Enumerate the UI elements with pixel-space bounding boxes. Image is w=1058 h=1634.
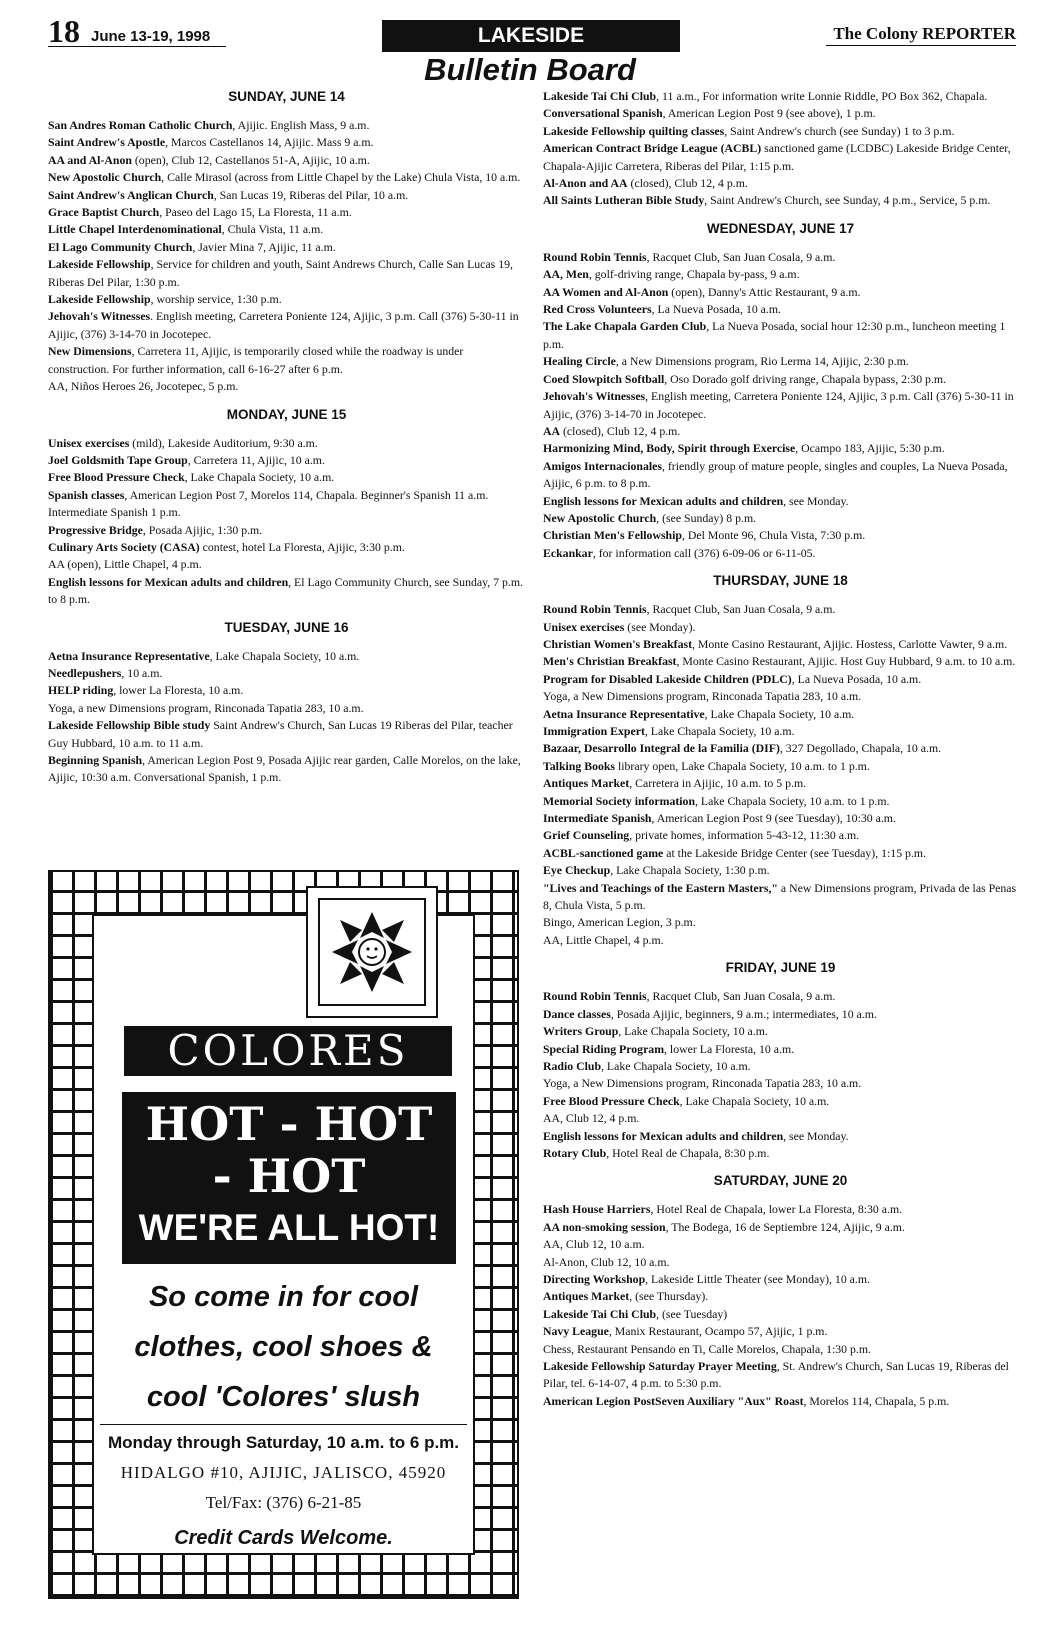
listing-name: Lakeside Tai Chi Club [543,1306,657,1321]
sun-mosaic-icon [328,908,416,996]
listing-entry [48,435,525,452]
day-list-tuesday [48,648,525,787]
day-list-wednesday [543,249,1018,562]
day-heading-tuesday: TUESDAY, JUNE 16 [224,619,349,635]
listing-column-right [543,88,1018,1410]
listing-entry [543,758,1018,775]
listing-details: , (see Tuesday) [656,1306,728,1321]
listing-entry [543,1254,1018,1271]
logo-frame [306,886,438,1018]
listing-details: , Lake Chapala Society, 10 a.m. [644,724,795,738]
day-heading-wednesday: WEDNESDAY, JUNE 17 [706,220,855,236]
listing-entry [543,1075,1018,1092]
listing-details: , Ocampo 183, Ajijic, 5:30 p.m. [795,441,945,456]
listing-name: Navy League [543,1324,609,1339]
publication-name: The Colony REPORTER [833,24,1016,43]
listing-details: , Carretera 11, Ajijic, is temporarily closed while the roadway is under construction. For further information, call 6-16-27 after 6 p.m. [48,344,464,376]
listing-entry [543,827,1018,844]
listing-entry [48,556,525,573]
listing-name: Lakeside Fellowship Saturday Prayer Meeting [543,1359,777,1373]
listing-name: AA Women and Al-Anon [543,284,669,299]
listing-details: Chess, Restaurant Pensando en Ti, Calle Morelos, Chapala, 1:30 p.m. [543,1341,871,1356]
listing-name: Grace Baptist Church [48,205,160,220]
listing-details: AA, Club 12, 4 p.m. [543,1111,640,1126]
listing-entry [48,487,525,522]
listing-name: English lessons for Mexican adults and children [48,574,289,589]
headline-line-3: WE'RE ALL HOT! [138,1207,440,1248]
listing-details: , Lake Chapala Society, 1:30 p.m. [610,863,770,878]
listing-details: , see Monday. [783,1128,849,1143]
listing-details: , 10 a.m. [121,665,163,680]
listing-details: , Lakeside Little Theater (see Monday), 10 a.m. [645,1271,870,1286]
listing-entry [543,740,1018,757]
listing-details: sanctioned game (LCDBC) Lakeside Bridge Center, Chapala-Ajijic Carretera, Riberas del Pilar, 1:15 p.m. [543,141,1011,173]
colores-advertisement [48,870,519,1599]
listing-entry [543,775,1018,792]
listing-details: , Racquet Club, San Juan Cosala, 9 a.m. [646,989,836,1004]
section-title: LAKESIDE [382,20,680,52]
listing-details: , friendly group of mature people, singles and couples, La Nueva Posada, Ajijic, 6 p.m. to 8 p.m. [543,458,1008,491]
day-list-thursday [543,601,1018,949]
listing-details: , Posada Ajijic, beginners, 9 a.m.; intermediates, 10 a.m. [610,1006,877,1021]
listing-details: , Lake Chapala Society, 10 a.m. [618,1024,768,1039]
day-list-friday [543,988,1018,1162]
listing-entry [543,458,1018,493]
listing-entry [543,510,1018,527]
listing-entry [543,1306,1018,1323]
day-list-tuesday-cont [543,88,1018,210]
listing-entry [48,291,525,308]
listing-details: , (see Sunday) 8 p.m. [656,510,757,525]
issue-date: June 13-19, 1998 [91,28,211,45]
slogan-line-1: So come in for cool [148,1281,419,1313]
listing-details: (open), Club 12, Castellanos 51-A, Ajijic, 10 a.m. [131,152,370,167]
listing-details: , see Monday. [783,493,849,508]
listing-name: English lessons for Mexican adults and children [543,1128,784,1143]
listing-name: Jehovah's Witnesses [48,309,151,324]
listing-details: , Carretera in Ajijic, 10 a.m. to 5 p.m. [629,776,807,791]
bulletin-board-title: Bulletin Board [424,52,636,87]
listing-name: Free Blood Pressure Check [543,1093,680,1108]
listing-name: Joel Goldsmith Tape Group [48,452,188,467]
listing-entry [543,1271,1018,1288]
listing-entry [543,140,1018,175]
listing-details: , private homes, information 5-43-12, 11:30 a.m. [629,828,860,843]
listing-details: , 11 a.m., For information write Lonnie Riddle, PO Box 362, Chapala. [656,89,988,103]
listing-name: Conversational Spanish [543,106,663,121]
listing-details: , La Nueva Posada, 10 a.m. [791,671,922,686]
listing-details: , La Nueva Posada, social hour 12:30 p.m., luncheon meeting 1 p.m. [543,319,1006,351]
listing-name: The Lake Chapala Garden Club [543,319,707,334]
listing-entry [48,700,525,717]
listing-details: , Lake Chapala Society, 10 a.m. [679,1093,830,1108]
listing-name: Hash House Harriers [543,1202,651,1217]
header-rule-right [826,45,1016,46]
day-list-monday [48,435,525,609]
listing-entry [543,653,1018,670]
listing-name: Culinary Arts Society (CASA) [48,539,200,554]
listing-name: Amigos Internacionales [543,458,662,473]
listing-details: , Lake Chapala Society, 10 a.m. to 1 p.m. [695,793,890,808]
listing-details: (see Monday). [624,619,696,634]
store-phone: Tel/Fax: (376) 6-21-85 [205,1493,362,1512]
listing-entry [543,1341,1018,1358]
listing-name: Round Robin Tennis [543,989,647,1004]
listing-name: Lakeside Fellowship Bible study [48,718,211,733]
listing-entry [543,1128,1018,1145]
listing-name: Coed Slowpitch Softball [543,371,665,386]
listing-details: (mild), Lakeside Auditorium, 9:30 a.m. [129,435,318,450]
listing-entry [48,204,525,221]
listing-details: library open, Lake Chapala Society, 10 a.m. to 1 p.m. [615,758,870,773]
listing-entry [543,388,1018,423]
listing-details: , (see Thursday). [629,1289,709,1304]
listing-name: New Apostolic Church [48,170,162,185]
listing-entry [543,440,1018,457]
listing-details: , Lake Chapala Society, 10 a.m. [704,706,855,721]
listing-entry [543,1393,1018,1410]
listing-entry [48,239,525,256]
listing-name: AA [543,423,561,438]
listing-name: Radio Club [543,1058,602,1073]
listing-details: , Service for children and youth, Saint Andrews Church, Calle San Lucas 19, Riberas Del Pilar, 1:30 p.m. [48,257,513,289]
listing-details: , Chula Vista, 11 a.m. [221,222,324,237]
listing-details: , English meeting, Carretera Poniente 124, Ajijic, 3 p.m. Call (376) 5-30-11 in Ajijic, (376) 3-14-70 in Jocotepec. [543,389,1014,421]
listing-name: Bazaar, Desarrollo Integral de la Familia (DIF) [543,741,780,756]
listing-details: , lower La Floresta, 10 a.m. [113,683,244,698]
day-heading-monday: MONDAY, JUNE 15 [226,406,347,422]
listing-details: , golf-driving range, Chapala by-pass, 9 a.m. [588,267,800,282]
listing-name: Grief Counseling [543,828,630,843]
listing-entry [543,123,1018,140]
listing-name: Lakeside Fellowship [48,257,151,272]
listing-name: HELP riding [48,683,114,698]
listing-name: Harmonizing Mind, Body, Spirit through Exercise [543,441,796,456]
listing-entry [543,1006,1018,1023]
listing-name: ACBL-sanctioned game [543,845,664,860]
listing-details: , El Lago Community Church, see Sunday, 7 p.m. to 8 p.m. [48,574,523,607]
listing-details: , Oso Dorado golf driving range, Chapala bypass, 2:30 p.m. [664,371,947,386]
listing-details: , American Legion Post 9 (see above), 1 p.m. [662,106,876,121]
day-heading-thursday: THURSDAY, JUNE 18 [713,573,848,589]
listing-entry [48,256,525,291]
listing-name: Program for Disabled Lakeside Children (PDLC) [543,671,792,686]
listing-details: , Saint Andrew's Church, see Sunday, 4 p.m., Service, 5 p.m. [704,193,991,208]
listing-entry [48,539,525,556]
listing-details: , Carretera 11, Ajijic, 10 a.m. [187,452,325,467]
slogan-line-3: cool 'Colores' slush [146,1381,421,1413]
listing-entry [48,648,525,665]
listing-details: , Del Monte 96, Chula Vista, 7:30 p.m. [681,528,866,543]
listing-name: Immigration Expert [543,724,645,738]
listing-details: a New Dimensions program, Privada de las Penas 8, Chula Vista, 5 p.m. [543,880,1017,913]
listing-entry [543,1023,1018,1040]
listing-details: . English meeting, Carretera Poniente 124, Ajijic, 3 p.m. Call (376) 5-30-11 in Ajijic, (376) 3-14-70 in Jocotepec. [48,309,519,341]
listing-name: American Legion PostSeven Auxiliary "Aux" Roast [543,1393,804,1408]
listing-entry [48,308,525,343]
store-address: HIDALGO #10, AJIJIC, JALISCO, 45920 [120,1463,447,1482]
listing-name: Round Robin Tennis [543,602,647,617]
listing-name: All Saints Lutheran Bible Study [543,193,705,208]
listing-entry [543,284,1018,301]
listing-name: Antiques Market [543,776,630,791]
listing-details: Saint Andrew's Church, San Lucas 19 Riberas del Pilar, teacher Guy Hubbard, 10 a.m. to 11 a.m. [48,718,513,750]
day-heading-friday: FRIDAY, JUNE 19 [725,960,836,976]
listing-name: Saint Andrew's Apostle [48,135,166,150]
listing-name: Lakeside Fellowship quilting classes [543,123,725,138]
listing-name: Al-Anon and AA [543,176,628,191]
listing-entry [543,793,1018,810]
listing-details: , Marcos Castellanos 14, Ajijic. Mass 9 a.m. [165,135,374,150]
listing-name: Eckankar [543,545,593,560]
listing-details: AA (open), Little Chapel, 4 p.m. [48,557,202,572]
listing-entry [543,371,1018,388]
listing-name: AA non-smoking session [543,1219,666,1234]
listing-entry [48,152,525,169]
listing-entry [48,682,525,699]
listing-entry [48,752,525,787]
listing-details: , Paseo del Lago 15, La Floresta, 11 a.m. [159,205,352,220]
listing-entry [543,810,1018,827]
listing-entry [543,353,1018,370]
listing-details: Yoga, a New Dimensions program, Rinconada Tapatia 283, 10 a.m. [543,1076,862,1091]
listing-entry [543,318,1018,353]
listing-entry [48,665,525,682]
listing-name: Special Riding Program [543,1041,665,1056]
listing-details: , American Legion Post 9, Posada Ajijic rear garden, Calle Morelos, on the lake, Ajijic, 10:30 a.m. Conversational Spanish, 1 p.m. [48,753,521,785]
brand-name: COLORES [124,1026,452,1076]
listing-name: Dance classes [543,1006,611,1021]
listing-entry [543,249,1018,266]
headline-line-2: - HOT [212,1149,366,1203]
listing-name: Unisex exercises [48,435,130,450]
listing-name: Jehovah's Witnesses [543,389,646,404]
listing-details: , Hotel Real de Chapala, 8:30 p.m. [606,1145,770,1160]
listing-details: (closed), Club 12, 4 p.m. [560,423,681,438]
listing-name: AA and Al-Anon [48,152,132,167]
day-list-saturday [543,1201,1018,1410]
listing-details: (open), Danny's Attic Restaurant, 9 a.m. [668,284,861,299]
listing-entry [543,88,1018,105]
listing-name: American Contract Bridge League (ACBL) [543,141,762,156]
listing-details: , a New Dimensions program, Rio Lerma 14, Ajijic, 2:30 p.m. [615,354,909,369]
listing-details: , Monte Casino Restaurant, Ajijic. Host Guy Hubbard, 9 a.m. to 10 a.m. [676,654,1016,669]
listing-details: , The Bodega, 16 de Septiembre 124, Ajijic, 9 a.m. [665,1219,905,1234]
day-heading-sunday: SUNDAY, JUNE 14 [228,89,345,104]
listing-entry [543,706,1018,723]
listing-entry [48,117,525,134]
listing-entry [543,723,1018,740]
listing-name: Progressive Bridge [48,522,143,537]
listing-entry [543,175,1018,192]
listing-details: AA, Club 12, 10 a.m. [543,1237,645,1252]
listing-name: Lakeside Tai Chi Club [543,89,657,103]
headline-box [122,1092,456,1264]
ad-content-panel [92,914,475,1555]
listing-name: Intermediate Spanish [543,811,652,826]
listing-entry [48,134,525,151]
listing-entry [543,1058,1018,1075]
listing-name: El Lago Community Church [48,239,193,254]
listing-details: , St. Andrew's Church, San Lucas 19, Riberas del Pilar, tel. 6-14-07, 4 p.m. to 5:30 p.m. [543,1359,1009,1391]
listing-entry [543,192,1018,209]
listing-details: , Hotel Real de Chapala, lower La Floresta, 8:30 a.m. [650,1202,903,1217]
listing-details: , La Nueva Posada, 10 a.m. [651,302,781,317]
slogan [94,1272,473,1422]
listing-entry [543,601,1018,618]
listing-entry [543,1110,1018,1127]
listing-entry [543,988,1018,1005]
listing-details: at the Lakeside Bridge Center (see Tuesday), 1:15 p.m. [663,845,927,860]
header-rule-left [48,46,226,47]
listing-entry [543,545,1018,562]
ad-divider [100,1424,467,1425]
slogan-line-2: clothes, cool shoes & [134,1331,433,1363]
listing-entry [543,1093,1018,1110]
listing-entry [543,1219,1018,1236]
listing-name: Aetna Insurance Representative [48,648,210,663]
listing-details: , American Legion Post 7, Morelos 114, Chapala. Beginner's Spanish 11 a.m. Intermediate Spanish 1 p.m. [48,487,489,520]
listing-name: Memorial Society information [543,793,696,808]
listing-entry [48,522,525,539]
listing-details: AA, Little Chapel, 4 p.m. [543,932,664,947]
listing-entry [543,932,1018,949]
listing-details: , Monte Casino Restaurant, Ajijic. Hostess, Carlotte Vawter, 9 a.m. [692,636,1008,651]
listing-entry [543,862,1018,879]
listing-entry [543,1041,1018,1058]
listing-details: , Lake Chapala Society, 10 a.m. [601,1058,751,1073]
listing-name: Saint Andrew's Anglican Church [48,187,214,202]
listing-entry [48,221,525,238]
listing-name: AA, Men [543,267,589,282]
listing-details: , Calle Mirasol (across from Little Chapel by the Lake) Chula Vista, 10 a.m. [161,170,521,185]
listing-entry [48,169,525,186]
listing-entry [543,493,1018,510]
listing-name: Christian Women's Breakfast [543,636,693,651]
listing-details: , American Legion Post 9 (see Tuesday), 10:30 a.m. [651,811,896,826]
listing-name: Lakeside Fellowship [48,292,151,307]
listing-details: , Saint Andrew's church (see Sunday) 1 to 3 p.m. [724,123,955,138]
listing-entry [48,469,525,486]
listing-entry [543,1288,1018,1305]
listing-entry [48,574,525,609]
listing-name: Eye Checkup [543,863,611,878]
listing-details: , San Lucas 19, Riberas del Pilar, 10 a.m. [213,187,409,202]
listing-name: San Andres Roman Catholic Church [48,118,233,132]
listing-details: , Morelos 114, Chapala, 5 p.m. [803,1393,950,1408]
listing-details: , Javier Mina 7, Ajijic, 11 a.m. [192,239,336,254]
listing-name: Beginning Spanish [48,753,143,767]
listing-entry [543,636,1018,653]
listing-entry [543,619,1018,636]
listing-entry [543,688,1018,705]
listing-name: Healing Circle [543,354,616,369]
listing-name: English lessons for Mexican adults and children [543,493,784,508]
listing-entry [543,1323,1018,1340]
store-hours: Monday through Saturday, 10 a.m. to 6 p.m. [107,1433,460,1452]
listing-details: Al-Anon, Club 12, 10 a.m. [543,1254,670,1269]
listing-details: , Ajijic. English Mass, 9 a.m. [232,118,370,132]
listing-entry [543,1145,1018,1162]
credit-cards-note: Credit Cards Welcome. [174,1527,393,1549]
listing-name: Round Robin Tennis [543,249,647,264]
listing-details: , Lake Chapala Society, 10 a.m. [184,470,335,485]
listing-entry [543,845,1018,862]
listing-name: "Lives and Teachings of the Eastern Masters," [543,880,778,895]
listing-entry [543,105,1018,122]
listing-entry [48,717,525,752]
listing-entry [543,266,1018,283]
listing-name: New Apostolic Church [543,510,657,525]
listing-entry [543,423,1018,440]
listing-column-left [48,88,525,787]
page-number: 18 [48,13,80,49]
day-list-sunday [48,117,525,396]
listing-details: , Lake Chapala Society, 10 a.m. [209,648,360,663]
listing-entry [543,880,1018,915]
listing-name: Free Blood Pressure Check [48,470,185,485]
listing-details: , Posada Ajijic, 1:30 p.m. [142,522,263,537]
listing-details: , 327 Degollado, Chapala, 10 a.m. [779,741,942,756]
listing-entry [543,914,1018,931]
listing-name: Needlepushers [48,665,122,680]
listing-entry [48,452,525,469]
listing-entry [543,301,1018,318]
listing-entry [543,1201,1018,1218]
listing-name: Little Chapel Interdenominational [48,222,222,237]
listing-entry [543,671,1018,688]
listing-entry [543,527,1018,544]
listing-details: Bingo, American Legion, 3 p.m. [543,915,696,930]
listing-name: Men's Christian Breakfast [543,654,677,669]
listing-name: Directing Workshop [543,1271,646,1286]
listing-details: , Racquet Club, San Juan Cosala, 9 a.m. [646,249,836,264]
listing-name: Antiques Market [543,1289,630,1304]
listing-name: Spanish classes [48,487,125,502]
listing-name: Talking Books [543,758,616,773]
listing-entry [543,1236,1018,1253]
listing-name: Unisex exercises [543,619,625,634]
listing-entry [48,343,525,378]
listing-name: Rotary Club [543,1145,607,1160]
listing-details: (closed), Club 12, 4 p.m. [627,176,748,191]
listing-details: , lower La Floresta, 10 a.m. [664,1041,795,1056]
listing-details: AA, Niños Heroes 26, Jocotepec, 5 p.m. [48,379,239,394]
listing-name: Writers Group [543,1024,619,1039]
listing-entry [543,1358,1018,1393]
listing-details: , Manix Restaurant, Ocampo 57, Ajijic, 1 p.m. [608,1324,828,1339]
listing-entry [48,187,525,204]
listing-details: , worship service, 1:30 p.m. [150,292,282,307]
listing-name: Red Cross Volunteers [543,302,652,317]
day-heading-saturday: SATURDAY, JUNE 20 [713,1173,848,1189]
listing-details: Yoga, a New Dimensions program, Rinconada Tapatia 283, 10 a.m. [543,689,862,704]
listing-details: contest, hotel La Floresta, Ajijic, 3:30 p.m. [199,539,405,554]
listing-details: Yoga, a new Dimensions program, Rinconada Tapatia 283, 10 a.m. [48,700,364,715]
listing-entry [48,378,525,395]
listing-name: Christian Men's Fellowship [543,528,682,543]
listing-details: , Racquet Club, San Juan Cosala, 9 a.m. [646,602,836,617]
listing-name: Aetna Insurance Representative [543,706,705,721]
listing-details: , for information call (376) 6-09-06 or 6-11-05. [592,545,816,560]
listing-name: New Dimensions [48,344,132,359]
headline-line-1: HOT - HOT [145,1097,433,1151]
